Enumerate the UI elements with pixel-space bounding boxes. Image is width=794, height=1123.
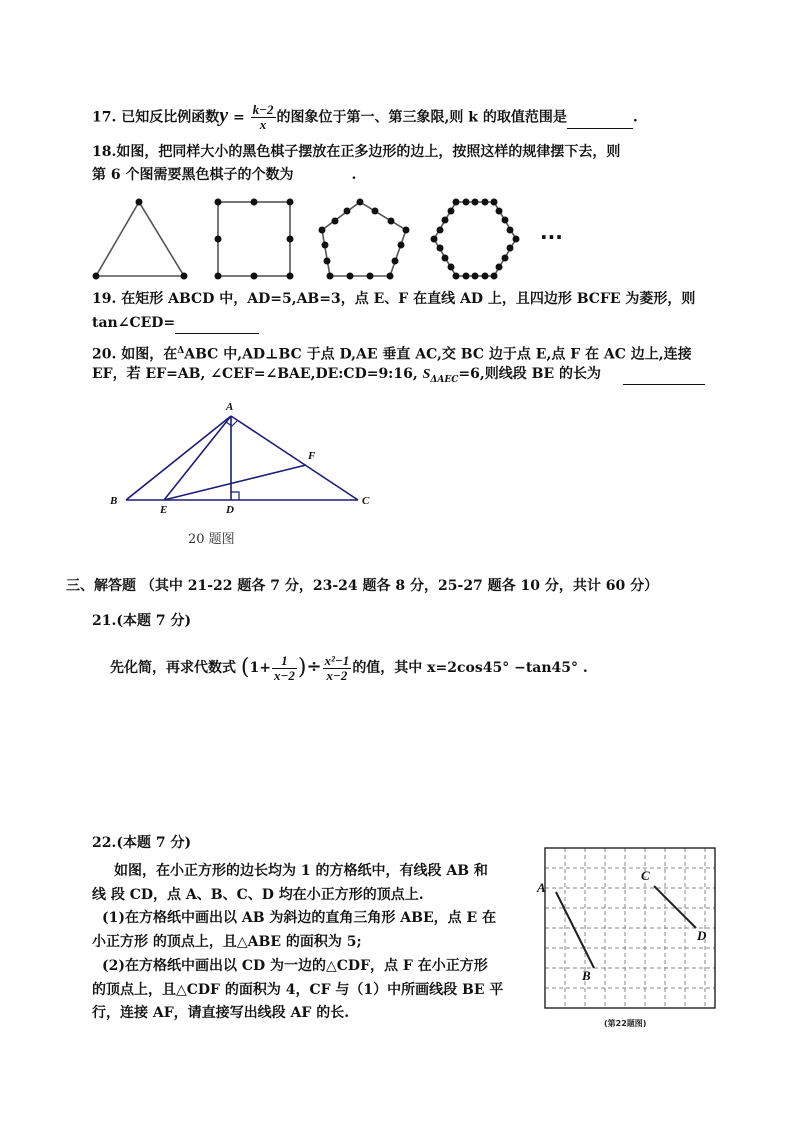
- pentagon-stone: [388, 218, 395, 225]
- hexagon-stone: [507, 227, 514, 234]
- q20-line2-a: EF，若 EF=AB, ∠CEF=∠BAE,DE:CD=9:16,: [92, 366, 418, 382]
- hexagon-stone: [437, 245, 444, 252]
- hexagon-stone: [513, 236, 520, 243]
- hexagon-stone: [502, 217, 509, 224]
- label-a: A: [226, 401, 234, 413]
- q22-line: (2)在方格纸中画出以 CD 为一边的△CDF，点 F 在小正方形: [102, 957, 488, 974]
- q20-area-symbol: S: [422, 367, 431, 382]
- q22-line: 行，连接 AF，请直接写出线段 AF 的长.: [92, 1005, 350, 1022]
- hexagon-stone: [496, 264, 503, 271]
- hexagon-stone: [502, 255, 509, 262]
- q18-end: .: [351, 167, 357, 183]
- triangle-stone: [136, 199, 143, 206]
- q19-line2: [92, 313, 259, 334]
- triangle-outline: [96, 202, 184, 276]
- q21-title: 21.(本题 7 分): [92, 613, 192, 629]
- hexagon-stone: [491, 199, 498, 206]
- square-stone: [251, 199, 258, 206]
- q20-line2-b: =6,则线段 BE 的长为: [458, 366, 601, 382]
- q22-grid-figure: [534, 840, 730, 1034]
- pentagon-stone: [319, 227, 326, 234]
- q18-line2: [92, 165, 356, 185]
- square-stone: [287, 199, 294, 206]
- hexagon-stone: [482, 273, 489, 280]
- q20-line1: [92, 341, 692, 365]
- pentagon-stone: [347, 273, 354, 280]
- q21-f2-den: x−2: [326, 667, 348, 683]
- q21-line: [110, 652, 588, 683]
- square-stone: [215, 199, 222, 206]
- q21-f1-den: x−2: [273, 667, 295, 683]
- hexagon-stone: [463, 273, 470, 280]
- label-b: B: [110, 495, 118, 507]
- pentagon-stone: [398, 242, 405, 249]
- segment-cd: [654, 886, 696, 928]
- q20-area-subscript: ΔAEC: [430, 374, 459, 385]
- q22-caption: (第22题图): [604, 1019, 647, 1028]
- q20-line1-a: 20. 如图，在: [92, 346, 178, 363]
- hexagon-stone: [496, 208, 503, 215]
- grid-label-c: C: [641, 868, 650, 883]
- q21-one-plus: 1+: [249, 660, 271, 676]
- q17-frac-num: k−2: [252, 102, 274, 117]
- q17-frac-den: x: [259, 117, 267, 132]
- grid-lines: [545, 848, 715, 1008]
- square-stone: [287, 236, 294, 243]
- hexagon-stone: [442, 217, 449, 224]
- q21-text-b: 的值，其中 x=2cos45° −tan45° .: [352, 660, 588, 676]
- square-stone: [215, 236, 222, 243]
- q18-line2-text: 第 6 个图需要黑色棋子的个数为: [92, 167, 294, 183]
- hexagon-stone: [472, 199, 479, 206]
- pentagon-stone: [324, 258, 331, 265]
- segment-ef: [164, 465, 306, 500]
- pentagon-stone: [387, 273, 394, 280]
- grid-label-d: D: [697, 928, 707, 943]
- hexagon-stone: [482, 199, 489, 206]
- pentagon-stone: [372, 208, 379, 215]
- q21-rparen: ): [297, 655, 307, 680]
- pentagon-stone: [367, 273, 374, 280]
- q17-end: .: [632, 109, 638, 126]
- q18-figures: [88, 192, 588, 284]
- q20-figure: [104, 396, 384, 516]
- q22-line: 小正方形 的顶点上，且△ABE 的面积为 5;: [92, 934, 362, 951]
- hexagon-outline: [434, 202, 516, 276]
- label-d: D: [226, 504, 234, 516]
- q21-f1-num: 1: [272, 654, 297, 669]
- q20-caption: 20 题图: [188, 532, 235, 547]
- square-stone: [215, 273, 222, 280]
- q22-line: 线 段 CD，点 A、B、C、D 均在小正方形的顶点上.: [92, 886, 424, 903]
- segment-ac: [231, 416, 358, 500]
- pentagon-stone: [332, 218, 339, 225]
- q21-f2-num: x²−1: [324, 652, 350, 668]
- right-angle-d: [231, 492, 239, 500]
- pentagon-outline: [322, 202, 406, 276]
- pentagon-stone: [392, 258, 399, 265]
- hexagon-figure: [431, 199, 520, 280]
- hexagon-stone: [472, 273, 479, 280]
- pentagon-stone: [327, 273, 334, 280]
- q20-line1-b: ABC 中,AD⊥BC 于点 D,AE 垂直 AC,交 BC 边于点 E,点 F 在 AC 边上,连接: [184, 346, 692, 363]
- square-stone: [287, 273, 294, 280]
- segment-ab: [556, 892, 594, 968]
- hexagon-stone: [431, 236, 438, 243]
- q17-y: y: [219, 104, 229, 127]
- q17-line: [92, 103, 638, 132]
- hexagon-stone: [463, 199, 470, 206]
- triangle-figure: [93, 199, 188, 280]
- q22-title: 22.(本题 7 分): [92, 835, 192, 851]
- square-outline: [218, 202, 290, 276]
- square-figure: [215, 199, 294, 280]
- hexagon-stone: [448, 264, 455, 271]
- hexagon-stone: [448, 208, 455, 215]
- q22-line: (1)在方格纸中画出以 AB 为斜边的直角三角形 ABE，点 E 在: [102, 910, 497, 927]
- q21-div-sign: ÷: [306, 656, 322, 677]
- pentagon-stone: [322, 242, 329, 249]
- hexagon-stone: [442, 255, 449, 262]
- q22-line: 的顶点上，且△CDF 的面积为 4，CF 与（1）中所画线段 BE 平: [92, 981, 504, 998]
- triangle-stone: [93, 273, 100, 280]
- q21-lparen: (: [240, 655, 250, 680]
- q22-line: 如图，在小正方形的边长均为 1 的方格纸中，有线段 AB 和: [114, 863, 488, 879]
- grid-label-a: A: [537, 880, 546, 895]
- q20-triangle-symbol: Δ: [177, 346, 185, 356]
- q18-line1: 18.如图，把同样大小的黑色棋子摆放在正多边形的边上，按照这样的规律摆下去，则: [92, 144, 621, 160]
- square-stone: [251, 273, 258, 280]
- pentagon-stone: [403, 227, 410, 234]
- hexagon-stone: [491, 273, 498, 280]
- label-c: C: [362, 495, 370, 507]
- section3-heading: 三、解答题 （其中 21-22 题各 7 分，23-24 题各 8 分，25-27 题各 10 分，共计 60 分）: [66, 578, 659, 594]
- hexagon-stone: [437, 227, 444, 234]
- q21-text-a: 先化简，再求代数式: [110, 660, 236, 676]
- q17-text-b: 的图象位于第一、第三象限,则 k 的取值范围是: [276, 109, 567, 126]
- hexagon-stone: [453, 273, 460, 280]
- q19-line1: 19. 在矩形 ABCD 中，AD=5,AB=3，点 E、F 在直线 AD 上，且四边形 BCFE 为菱形，则: [92, 291, 696, 307]
- triangle-stone: [181, 273, 188, 280]
- hexagon-stone: [507, 245, 514, 252]
- q18-ellipsis: ···: [540, 225, 563, 249]
- q17-text-a: 已知反比例函数: [121, 109, 220, 126]
- q20-line2: [92, 364, 705, 390]
- q17-number: 17.: [92, 109, 117, 126]
- pentagon-figure: [319, 199, 410, 280]
- segment-ae: [164, 416, 231, 500]
- grid-label-b: B: [582, 968, 591, 983]
- q21-fraction-1: [272, 654, 297, 683]
- q21-fraction-2: [323, 654, 352, 683]
- label-e: E: [160, 504, 168, 516]
- q19-line2-text: tan∠CED=: [92, 315, 176, 331]
- q20-answer-blank[interactable]: [623, 364, 705, 385]
- label-f: F: [308, 450, 316, 462]
- pentagon-stone: [344, 208, 351, 215]
- pentagon-stone: [357, 199, 364, 206]
- q17-eq: =: [233, 109, 245, 126]
- q17-fraction: [251, 103, 276, 132]
- q17-answer-blank[interactable]: [567, 108, 633, 129]
- q19-answer-blank[interactable]: [175, 313, 259, 334]
- q18-answer-space[interactable]: [294, 165, 352, 185]
- q22-body: [92, 860, 530, 1026]
- hexagon-stone: [453, 199, 460, 206]
